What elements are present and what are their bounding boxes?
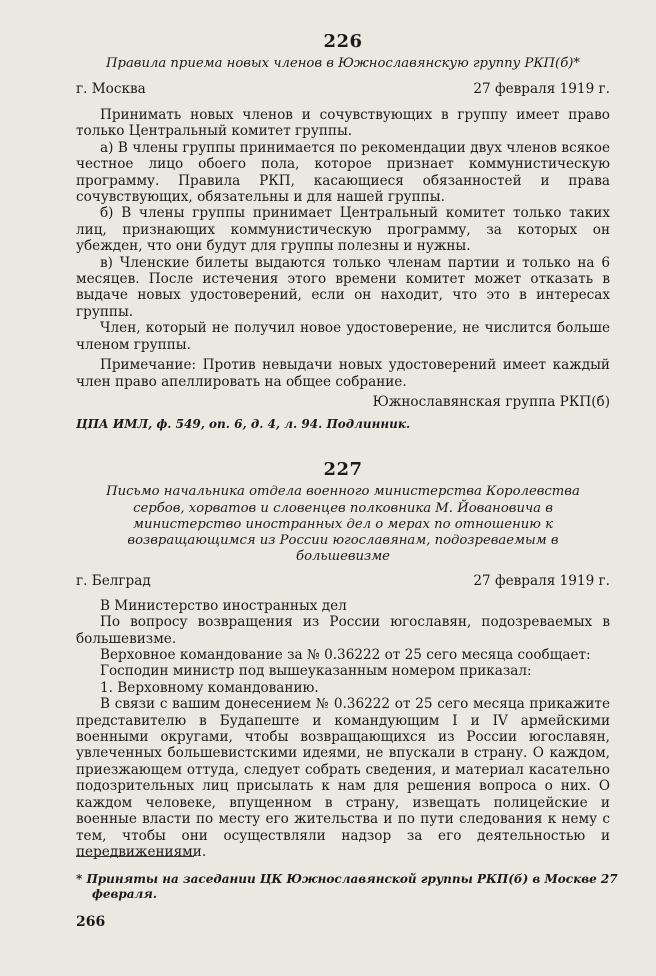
document-title: Правила приема новых членов в Южнославянскую группу РКП(б)* <box>106 56 580 72</box>
document-body <box>76 598 610 861</box>
addressee: В Министерство иностранных дел <box>100 597 347 614</box>
paragraph: 1. Верховному командованию. <box>100 679 319 696</box>
document-226 <box>76 31 610 433</box>
place-date-line <box>76 81 610 97</box>
paragraph: Верховное командование за № 0.36222 от 25 сего месяца сообщает: <box>100 647 591 664</box>
paragraph: б) В члены группы принимает Центральный комитет только таких лиц, признающих коммунистическую программу, за которых он убежден, что они будут для группы полезны и нужны. <box>76 205 610 255</box>
document-date: 27 февраля 1919 г. <box>473 80 610 97</box>
place-date-line <box>76 573 610 589</box>
signature: Южнославянская группа РКП(б) <box>372 393 610 410</box>
paragraph: а) В члены группы принимается по рекомендации двух членов всякое честное лицо обоего пола, которое признает коммунистическую программу. Правила РКП, касающиеся обязанностей и права сочувствующих, обязательны и для нашей группы. <box>76 139 610 206</box>
paragraph: Член, который не получил новое удостоверение, не числится больше членом группы. <box>76 320 610 353</box>
document-227 <box>76 459 610 860</box>
document-body <box>76 107 610 390</box>
paragraph: В связи с вашим донесением № 0.36222 от 25 сего месяца прикажите представителю в Будапеште и командующим I и IV армейскими военными округами, чтобы возвращающихся из России югославян, увлеченных большевистскими идеями, не впускали в страну. О каждом, приезжающем оттуда, следует собрать сведения, и материал касательно подозрительных лиц присылать к нам для решения вопроса о них. О каждом человеке, впущенном в страну, извещать полицейские и военные власти по месту его жительства и по пути следования к нему с тем, чтобы они осуществляли надзор за его деятельностью и передвижениями. <box>76 696 610 860</box>
note-paragraph: Примечание: Против невыдачи новых удостоверений имеет каждый член право апеллировать на общее собрание. <box>76 357 610 390</box>
document-date: 27 февраля 1919 г. <box>473 573 610 590</box>
paragraph: в) Членские билеты выдаются только членам партии и только на 6 месяцев. После истечения этого времени комитет может отказать в выдаче новых удостоверений, если он находит, что это в интересах группы. <box>76 254 610 320</box>
document-place: г. Москва <box>76 80 146 97</box>
document-title: Письмо начальника отдела военного министерства Королевства сербов, хорватов и словенцев полковника М. Йовановича в министерство иностранных дел о мерах по отношению к возвращающимся из России югославянам, подозреваемым в большевизме <box>106 484 580 565</box>
footnote: * Приняты на заседании ЦК Южнославянской группы РКП(б) в Москве 27 февраля. <box>76 872 618 901</box>
paragraph: Господин министр под вышеуказанным номером приказал: <box>100 663 532 680</box>
footnote-divider <box>76 856 194 857</box>
page-number: 266 <box>76 914 106 930</box>
document-number: 226 <box>323 31 363 52</box>
document-number: 227 <box>323 459 363 480</box>
archive-source: ЦПА ИМЛ, ф. 549, оп. 6, д. 4, л. 94. Подлинник. <box>76 417 411 432</box>
document-place: г. Белград <box>76 573 151 590</box>
paragraph: По вопросу возвращения из России югославян, подозреваемых в большевизме. <box>76 614 610 647</box>
paragraph: Принимать новых членов и сочувствующих в группу имеет право только Центральный комитет группы. <box>76 107 610 140</box>
